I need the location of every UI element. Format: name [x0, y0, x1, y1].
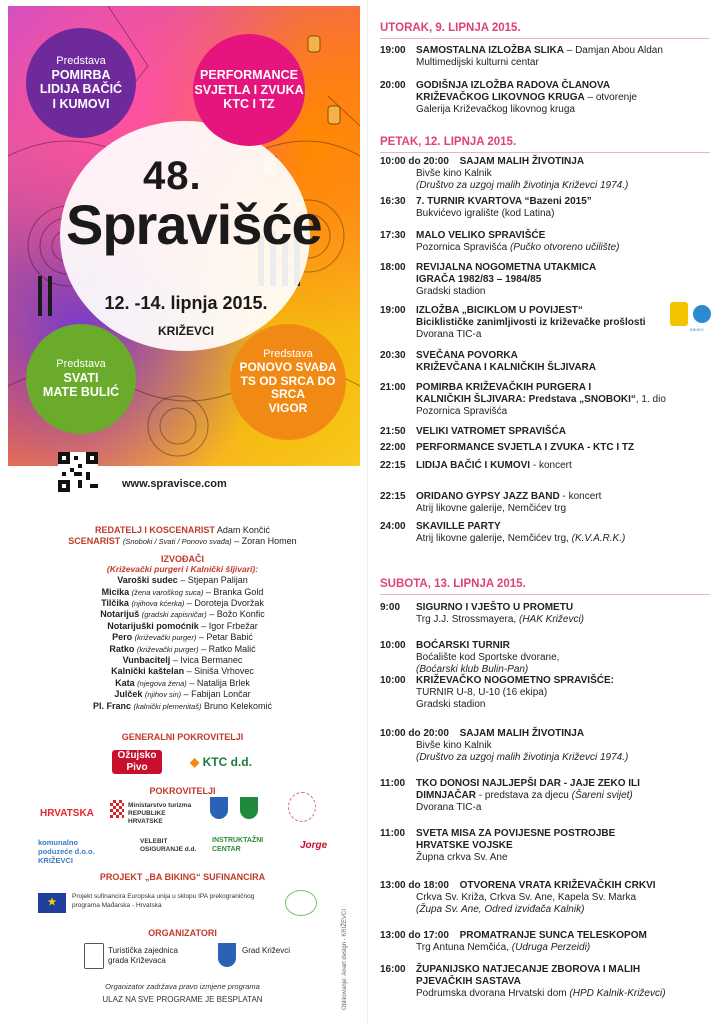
event-title-cont: HRVATSKE VOJSKE: [416, 839, 513, 851]
cast-member: [0, 632, 365, 643]
cast-member: [0, 598, 365, 609]
event-details: [416, 80, 712, 115]
event-title: TKO DONOSI NAJLJEPŠI DAR - JAJE ZEKO ILI: [416, 778, 640, 789]
biking-logo-icon: [670, 302, 712, 332]
event-details: [380, 880, 676, 915]
cast-note: (Križevački purgeri i Kalnički šljivari):: [106, 563, 259, 574]
event-organizer-line: [380, 904, 676, 916]
event-venue-line: [416, 503, 712, 515]
sponsor-name: Ožujsko Pivo: [117, 750, 157, 773]
event-suffix: – otvorenje: [584, 91, 637, 103]
event-title: SAMOSTALNA IZLOŽBA SLIKA: [416, 45, 564, 56]
cast-role-note: (križevački purger): [134, 633, 197, 643]
event-venue-line: [416, 329, 712, 341]
event-details: [416, 602, 712, 626]
event-title: SVEČANA POVORKA: [416, 350, 518, 361]
event-title-line: [416, 262, 712, 274]
event-title-cont: KRIŽEVAČKOG LIKOVNOG KRUGA: [416, 91, 585, 103]
event-venue: Bivše kino Kalnik: [416, 167, 492, 179]
event-title: REVIJALNA NOGOMETNA UTAKMICA: [416, 262, 597, 273]
cast-role-note: (križevački purger): [136, 644, 199, 654]
event-venue: Pozornica Spravišća: [416, 241, 510, 253]
day-heading-saturday: SUBOTA, 13. LIPNJA 2015.: [380, 578, 526, 590]
event-time: 10:00: [380, 640, 406, 651]
event-title-line: [416, 778, 712, 790]
event-title: LIDIJA BAČIĆ I KUMOVI: [416, 460, 531, 471]
event-title: IZLOŽBA „BICIKLOM U POVIJEST“: [416, 305, 583, 316]
website-link[interactable]: www.spravisce.com: [122, 478, 227, 490]
ktc-logo: [190, 755, 252, 769]
divider-line: [380, 38, 710, 39]
event-suffix-note: (Šareni svijet): [571, 789, 633, 801]
svg-text:BIKING: BIKING: [690, 327, 704, 332]
event-time: 16:00: [380, 964, 406, 975]
event-venue: Crkva Sv. Križa, Crkva Sv. Ane, Kapela Sv. Marka: [416, 891, 637, 903]
director-line: [0, 525, 365, 536]
writer-label: SCENARIST: [68, 536, 121, 547]
jorge-logo: Jorge: [300, 840, 328, 851]
event-title: ORIDANO GYPSY JAZZ BAND: [416, 491, 560, 502]
design-credit: Oblikovanje: Anart design - KRIŽEVCI: [342, 908, 348, 1010]
event-time: 22:15: [380, 491, 406, 502]
cross-border-logo-icon: [285, 890, 317, 916]
bubble-line: MATE BULIĆ: [42, 385, 120, 400]
event-organizer: (Društvo za uzgoj malih životinja Križevci 1974.): [416, 179, 629, 191]
cast-role: Notarijuš: [100, 609, 140, 620]
credits-block: [0, 525, 365, 712]
director-name: Adam Končić: [216, 525, 270, 535]
event-suffix: - koncert: [530, 460, 572, 471]
event-title-line: [416, 491, 712, 503]
writer-name: – Zoran Homen: [234, 536, 297, 547]
event-time: 11:00: [380, 778, 406, 789]
cast-name: – Siniša Vrhovec: [186, 666, 254, 677]
cast-member: [0, 587, 365, 598]
event-details: [416, 640, 712, 675]
event-title-line: [416, 92, 712, 104]
event-details: [380, 728, 676, 763]
event-title: PROMATRANJE SUNCA TELESKOPOM: [459, 930, 647, 941]
event-title-line: [416, 828, 712, 840]
cast-role: Julček: [114, 689, 143, 700]
decorative-logo-icon: [288, 792, 316, 822]
event-venue: Gradski stadion: [416, 285, 486, 297]
shield-icon: [240, 797, 258, 819]
eu-flag-icon: ★: [38, 893, 66, 913]
cast-role-note: (žena varoškog suca): [131, 587, 204, 597]
edition-number: 48.: [143, 154, 202, 198]
cast-role: Pl. Franc: [92, 700, 131, 711]
day-heading-friday: PETAK, 12. LIPNJA 2015.: [380, 136, 517, 148]
cast-member: [0, 701, 365, 712]
event-title-line: [416, 274, 712, 286]
bubble-line: Predstava: [56, 358, 106, 371]
event-venue-line: [416, 802, 712, 814]
event-title: PERFORMANCE SVJETLA I ZVUKA - KTC I TZ: [416, 442, 635, 453]
cast-role: Notarijuški pomoćnik: [107, 620, 199, 631]
divider-line: [380, 152, 710, 153]
ministry-logo: Ministarstvo turizma REPUBLIKE HRVATSKE: [128, 802, 192, 825]
event-venue-line: [416, 988, 712, 1000]
velebit-logo: VELEBIT OSIGURANJE d.d.: [140, 838, 197, 853]
cast-role-note: (njegova žena): [137, 678, 187, 688]
event-title-line: [416, 230, 712, 242]
event-venue: Bukvićevo igralište (kod Latina): [416, 207, 555, 219]
cast-member: [0, 678, 365, 689]
event-title: SIGURNO I VJEŠTO U PROMETU: [416, 602, 574, 613]
cast-role-note: (gradski zapisničar): [141, 610, 207, 620]
event-venue: Trg J.J. Strossmayera,: [416, 613, 519, 625]
event-details: [416, 262, 712, 297]
event-title: VELIKI VATROMET SPRAVIŠĆA: [416, 426, 567, 437]
cast-list: [0, 575, 365, 712]
event-title-line: [416, 840, 712, 852]
event-venue: Bivše kino Kalnik: [416, 739, 492, 751]
event-details: [380, 156, 676, 191]
event-time: 21:50: [380, 426, 406, 437]
event-venue-line: [380, 168, 676, 180]
event-title: SKAVILLE PARTY: [416, 521, 501, 532]
sponsor-name: KTC d.d.: [202, 755, 252, 769]
general-sponsors-heading: GENERALNI POKROVITELJI: [121, 732, 244, 742]
event-title-line: [416, 790, 712, 802]
event-time: 20:30: [380, 350, 406, 361]
ktc-mark-icon: ◆: [190, 755, 200, 769]
event-time: 20:00: [380, 80, 406, 91]
event-venue-line: [416, 533, 712, 545]
event-venue-line: [416, 104, 712, 116]
event-title-cont: KRIŽEVČANA I KALNIČKIH ŠLJIVARA: [416, 361, 597, 373]
event-organizer: (Pučko otvoreno učilište): [509, 241, 620, 253]
event-details: [416, 426, 712, 438]
hrvatska-logo: HRVATSKA: [40, 808, 94, 819]
event-details: [416, 964, 712, 999]
free-entry-note: ULAZ NA SVE PROGRAME JE BESPLATAN: [102, 995, 263, 1004]
cast-member: [0, 666, 365, 677]
bubble-line: TS OD SRCA DO SRCA: [240, 373, 336, 402]
event-details: [416, 230, 712, 254]
event-details: [416, 828, 712, 863]
event-title-line: [380, 880, 676, 892]
instruktazni-logo: INSTRUKTAŽNI CENTAR: [212, 837, 264, 853]
event-organizer: (HPD Kalnik-Križevci): [569, 987, 666, 999]
bubble-line: POMIRBA: [51, 67, 111, 82]
event-venue: Atrij likovne galerije, Nemčićev trg,: [416, 532, 572, 544]
event-title-line: [416, 394, 712, 406]
event-venue: Trg Antuna Nemčića,: [416, 941, 512, 953]
event-time: 17:30: [380, 230, 406, 241]
event-organizer: (Društvo za uzgoj malih životinja Križevci 1974.): [416, 751, 629, 763]
event-details: [416, 460, 712, 472]
festival-title: Spravišće: [66, 193, 322, 256]
cast-role: Vunbacitelj: [122, 655, 171, 666]
event-time: 9:00: [380, 602, 401, 613]
event-suffix: - predstava za djecu: [476, 789, 572, 801]
event-time: 18:00: [380, 262, 406, 273]
event-venue: Multimedijski kulturni centar: [416, 56, 539, 68]
cast-role-note: (kalnički plemenitaš): [133, 701, 202, 711]
cast-role-note: (njihov sin): [144, 690, 182, 700]
event-details: [416, 350, 712, 374]
event-title-cont: IGRAČA 1982/83 – 1984/85: [416, 273, 542, 285]
event-title-line: [416, 521, 712, 533]
cast-role-note: (njihova kćerka): [131, 599, 185, 609]
event-organizer-line: [416, 664, 712, 676]
event-organizer-line: [380, 180, 676, 192]
festival-poster: [8, 6, 360, 466]
coat-of-arms-icon: [110, 800, 124, 818]
event-time: 19:00: [380, 305, 406, 316]
event-time: 21:00: [380, 382, 406, 393]
event-venue-line: [416, 699, 712, 711]
event-details: [416, 491, 712, 515]
event-venue: Dvorana TIC-a: [416, 328, 482, 340]
bubble-line: SVATI: [63, 370, 99, 385]
ozujsko-logo: [112, 750, 162, 774]
event-venue: Župna crkva Sv. Ane: [416, 851, 508, 863]
event-time: 11:00: [380, 828, 406, 839]
cast-role: Micika: [101, 586, 130, 597]
event-suffix: - koncert: [559, 491, 602, 502]
event-venue-line: [416, 57, 712, 69]
event-time: 10:00: [380, 675, 406, 686]
event-title-line: [416, 442, 712, 454]
event-venue-line: [416, 687, 712, 699]
event-title-line: [416, 350, 712, 362]
event-venue-line: [380, 892, 676, 904]
event-time: 13:00 do 18:00: [380, 880, 449, 891]
event-title-cont: PJEVAČKIH SASTAVA: [416, 975, 521, 987]
event-venue-line: [416, 242, 712, 254]
event-title-cont: KALNIČKIH ŠLJIVARA: Predstava „SNOBOKI“: [416, 393, 636, 405]
event-details: [416, 196, 712, 220]
event-time: 16:30: [380, 196, 406, 207]
cast-role: Ratko: [109, 643, 135, 654]
event-title: SVETA MISA ZA POVIJESNE POSTROJBE: [416, 828, 616, 839]
event-details: [416, 521, 712, 545]
project-heading: PROJEKT „BA BIKING“ SUFINANCIRA: [99, 872, 266, 882]
cast-role: Kata: [115, 677, 135, 688]
event-venue-line: [380, 740, 676, 752]
cast-name: – Ivica Bermanec: [172, 655, 243, 666]
bubble-line: SVJETLA I ZVUKA: [194, 82, 304, 97]
event-title-line: [416, 602, 712, 614]
event-title: BOĆARSKI TURNIR: [416, 640, 510, 651]
komunalno-logo: komunalno poduzeće d.o.o. KRIŽEVCI: [38, 838, 95, 865]
event-venue-line: [416, 852, 712, 864]
event-time: 10:00 do 20:00: [380, 156, 449, 167]
event-venue: Pozornica Spravišća: [416, 405, 508, 417]
organizer-1: Turistička zajednica grada Križevaca: [108, 946, 178, 965]
event-time: 19:00: [380, 45, 406, 56]
cast-member: [0, 689, 365, 700]
event-venue-line: [380, 942, 676, 954]
event-suffix: – Damjan Abou Aldan: [563, 45, 663, 56]
cast-name: Bruno Kelekomić: [203, 700, 273, 711]
bubble-line: Predstava: [263, 348, 313, 361]
bubble-ponovo-svada: [230, 324, 346, 440]
event-organizer: (Boćarski klub Bulin-Pan): [416, 663, 529, 675]
organizers-heading: ORGANIZATORI: [148, 928, 217, 938]
event-title-cont: DIMNJAČAR: [416, 789, 476, 801]
event-venue: Gradski stadion: [416, 698, 486, 710]
cast-member: [0, 609, 365, 620]
director-label: REDATELJ I KOSCENARIST: [95, 525, 215, 535]
cast-name: – Petar Babić: [198, 632, 253, 643]
shield-icon: [210, 797, 228, 819]
cast-name: – Branka Gold: [205, 586, 264, 597]
event-time: 22:00: [380, 442, 406, 453]
event-title: MALO VELIKO SPRAVIŠĆE: [416, 230, 546, 241]
column-divider: [367, 0, 368, 1024]
divider-line: [380, 594, 710, 595]
cast-member: [0, 621, 365, 632]
event-title-line: [416, 196, 712, 208]
writer-line: [0, 536, 365, 547]
bubble-line: PONOVO SVAĐA: [239, 359, 337, 374]
cast-role: Kalnički kaštelan: [111, 666, 185, 677]
event-organizer: (K.V.A.R.K.): [571, 532, 626, 544]
event-details: [416, 778, 712, 813]
bubble-svati: [26, 324, 136, 434]
bubble-line: Predstava: [56, 55, 106, 68]
cast-name: – Ratko Malić: [201, 643, 256, 654]
event-title-line: [416, 45, 712, 57]
event-organizer: (Udruga Perzeidi): [511, 941, 591, 953]
cast-name: – Natalija Brlek: [189, 677, 250, 688]
cast-name: – Fabijan Lončar: [183, 689, 251, 700]
cast-member: [0, 655, 365, 666]
event-time: 13:00 do 17:00: [380, 930, 449, 941]
event-title: ŽUPANIJSKO NATJECANJE ZBOROVA I MALIH: [416, 964, 641, 975]
city-crest-icon: [218, 943, 236, 967]
bubble-line: KTC I TZ: [223, 97, 275, 112]
event-title-line: [416, 362, 712, 374]
event-suffix: , 1. dio: [635, 393, 666, 405]
bubble-pomirba: [26, 28, 136, 138]
event-time: 24:00: [380, 521, 406, 532]
event-title-line: [416, 382, 712, 394]
cast-member: [0, 644, 365, 655]
event-venue: Galerija Križevačkog likovnog kruga: [416, 103, 575, 115]
event-venue: Boćalište kod Sportske dvorane,: [416, 651, 560, 663]
tourism-board-emblem-icon: [84, 943, 104, 969]
cast-name: – Igor Frbežar: [201, 620, 258, 631]
event-title-line: [416, 640, 712, 652]
cast-heading: IZVOĐAČI: [160, 553, 204, 564]
event-venue: Atrij likovne galerije, Nemčićev trg: [416, 502, 567, 514]
event-title-line: [416, 317, 712, 329]
event-details: [416, 675, 712, 710]
bubble-line: I KUMOVI: [52, 96, 110, 111]
writer-note: (Snoboki / Svati / Ponovo svađa): [122, 537, 232, 547]
cast-role: Pero: [112, 632, 133, 643]
event-title-line: [416, 964, 712, 976]
event-venue: Podrumska dvorana Hrvatski dom: [416, 987, 570, 999]
event-title-line: [380, 156, 676, 168]
day-heading-tuesday: UTORAK, 9. LIPNJA 2015.: [380, 22, 521, 34]
event-title-line: [380, 728, 676, 740]
event-venue: TURNIR U-8, U-10 (16 ekipa): [416, 686, 548, 698]
cast-role: Varoški sudec: [117, 575, 178, 586]
bubble-performance: [193, 34, 305, 146]
event-title-line: [416, 305, 712, 317]
event-details: [416, 442, 712, 454]
bubble-line: PERFORMANCE: [200, 68, 298, 83]
festival-dates: 12. -14. lipnja 2015.: [104, 293, 268, 313]
bubble-line: LIDIJA BAČIĆ: [39, 82, 123, 97]
festival-city: KRIŽEVCI: [157, 324, 214, 338]
event-details: [416, 382, 712, 417]
project-text: Projekt sufinancira Europska unija u sklopu IPA prekograničnog programa Mađarska - Hrvatska: [72, 893, 255, 909]
event-title-line: [416, 80, 712, 92]
event-venue-line: [416, 208, 712, 220]
event-title: 7. TURNIR KVARTOVA “Bazeni 2015”: [416, 196, 592, 207]
event-venue-line: [416, 614, 712, 626]
event-venue-line: [416, 652, 712, 664]
event-title: SAJAM MALIH ŽIVOTINJA: [459, 728, 585, 739]
event-venue: Dvorana TIC-a: [416, 801, 482, 813]
bubble-line: VIGOR: [268, 401, 308, 416]
sponsors-heading: POKROVITELJI: [149, 786, 216, 796]
event-title-line: [416, 426, 712, 438]
event-title-line: [416, 976, 712, 988]
event-title: KRIŽEVAČKO NOGOMETNO SPRAVIŠĆE:: [416, 675, 614, 686]
cast-member: [0, 575, 365, 586]
event-venue-line: [416, 286, 712, 298]
event-venue-line: [416, 406, 712, 418]
cast-name: – Doroteja Dvoržak: [186, 598, 264, 609]
event-title: GODIŠNJA IZLOŽBA RADOVA ČLANOVA: [416, 80, 611, 91]
event-title: OTVORENA VRATA KRIŽEVAČKIH CRKVI: [459, 880, 656, 891]
disclaimer: Organizator zadržava pravo izmjene programa: [105, 982, 260, 991]
event-title-line: [380, 930, 676, 942]
event-details: [416, 305, 712, 340]
qr-code-icon[interactable]: [58, 452, 98, 492]
event-organizer: (HAK Križevci): [518, 613, 584, 625]
event-time: 10:00 do 20:00: [380, 728, 449, 739]
event-title: POMIRBA KRIŽEVAČKIH PURGERA I: [416, 382, 592, 393]
event-organizer-line: [380, 752, 676, 764]
organizer-2: Grad Križevci: [242, 946, 291, 955]
event-title-line: [416, 675, 712, 687]
cast-role: Tilčika: [101, 598, 129, 609]
event-time: 22:15: [380, 460, 406, 471]
event-title-line: [416, 460, 712, 472]
event-organizer: (Župa Sv. Ane, Odred izviđača Kalnik): [416, 903, 585, 915]
cast-name: – Stjepan Palijan: [180, 575, 248, 586]
cast-name: – Božo Konfic: [209, 609, 265, 620]
event-title-cont: Biciklističke zanimljivosti iz križevačke prošlosti: [416, 316, 646, 328]
event-details: [380, 930, 676, 954]
event-details: [416, 45, 712, 69]
event-title: SAJAM MALIH ŽIVOTINJA: [459, 156, 585, 167]
